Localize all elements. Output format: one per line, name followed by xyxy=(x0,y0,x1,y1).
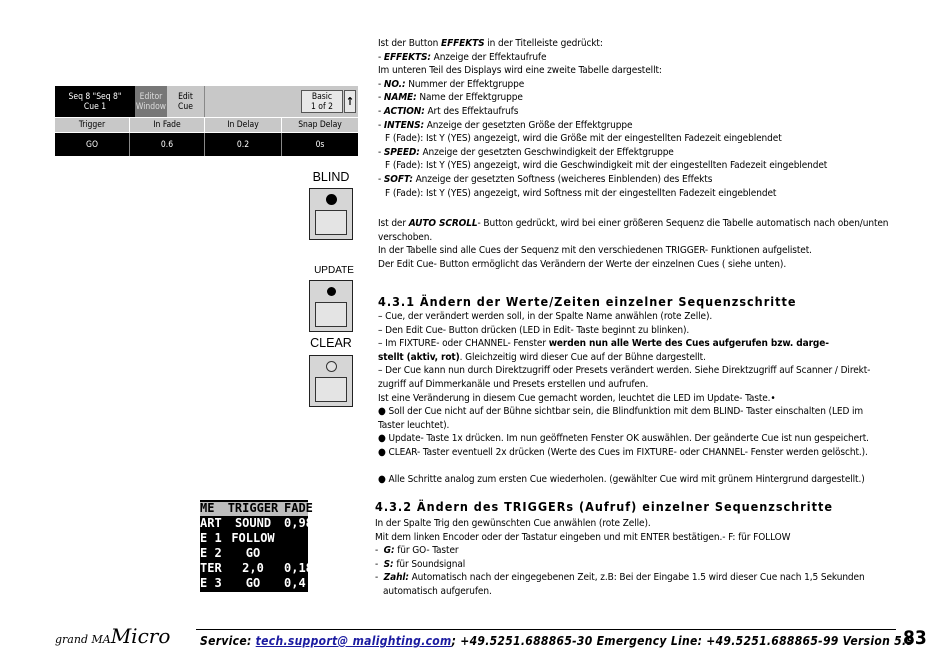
row-fade xyxy=(284,532,308,546)
s431-line xyxy=(378,337,870,351)
autoscroll-line: Der Edit Cue- Button ermöglicht das Verändern der Werte der einzelnen Cues ( siehe unten). xyxy=(378,258,787,270)
s431-line: – Cue, der verändert werden soll, in der Spalte Name anwählen (rote Zelle). xyxy=(378,311,713,322)
dash: - xyxy=(375,572,379,584)
empty-title-area xyxy=(205,86,281,117)
row-name: ART xyxy=(200,516,222,530)
effekts-line: F (Fade): Ist Y (YES) angezeigt, wird Softness mit der eingestellten Fadezeit eingeblendet xyxy=(385,187,777,199)
term: S: xyxy=(383,558,394,570)
row-fade: 0,4 xyxy=(284,576,306,590)
editor-window-button[interactable]: Editor Window xyxy=(135,86,167,117)
sequence-table xyxy=(200,500,313,592)
table-row[interactable] xyxy=(200,547,308,561)
autoscroll-line: In der Tabelle sind alle Cues der Sequenz mit den verschiedenen TRIGGER- Funktionen aufgelistet. xyxy=(378,245,812,257)
header-in-delay: In Delay xyxy=(205,118,282,132)
spacer xyxy=(378,460,870,473)
section-431-body xyxy=(378,310,870,486)
row-fade: 0,98 xyxy=(284,516,313,530)
clear-key[interactable] xyxy=(309,355,353,407)
basic-page-button[interactable]: Basic 1 of 2 xyxy=(301,90,343,113)
term: SOFT: xyxy=(383,173,413,185)
row-fade: 0,18 xyxy=(284,561,313,575)
autoscroll-line: verschoben. xyxy=(378,231,433,243)
effekts-line: F (Fade): Ist Y (YES) angezeigt, wird die Größe mit der eingestellten Fadezeit eingeblendet xyxy=(385,133,782,145)
term: G: xyxy=(383,545,395,557)
table-row[interactable] xyxy=(200,561,313,576)
page-selector-area xyxy=(281,86,358,117)
term: NAME: xyxy=(383,92,417,104)
term: SPEED: xyxy=(383,146,420,158)
s431-line xyxy=(378,351,870,365)
bullet-icon: ● xyxy=(378,473,386,485)
emphasis: stellt (aktiv, rot) xyxy=(378,351,460,363)
effekts-line: F (Fade): Ist Y (YES) angezeigt, wird die Geschwindigkeit mit der eingestellten Fadezeit eingeblendet xyxy=(385,160,828,172)
table-row[interactable] xyxy=(200,577,308,591)
blind-key-label: BLIND xyxy=(312,170,350,184)
clear-key-label: CLEAR xyxy=(310,336,352,350)
row-name: E 3 xyxy=(200,576,222,590)
s431-line: Ist eine Veränderung in diesem Cue gemacht worden, leuchtet die LED im Update- Taste.• xyxy=(378,392,776,404)
term: Zahl: xyxy=(383,572,409,584)
footer-service xyxy=(200,634,914,648)
footer-contact-text: ; +49.5251.688865-30 Emergency Line: +49.5251.688865-99 Version 5.9 xyxy=(451,634,915,648)
section-432-body xyxy=(375,517,865,599)
header-trigger: Trigger xyxy=(55,118,130,132)
row-trigger[interactable]: SOUND xyxy=(234,516,272,530)
bullet-icon: ● xyxy=(378,406,386,418)
s432-line: In der Spalte Trig den gewünschten Cue anwählen (rote Zelle). xyxy=(375,518,651,529)
table-row[interactable] xyxy=(200,532,308,546)
s431-line xyxy=(378,432,870,446)
text: in der Titelleiste gedrückt: xyxy=(484,38,603,49)
effekts-line: - SOFT: Anzeige der gesetzten Softness (weicheres Einblenden) des Effekts xyxy=(378,173,713,185)
logo-big-text: Micro xyxy=(110,624,171,648)
row-trigger[interactable]: GO xyxy=(245,546,261,560)
header-in-fade: In Fade xyxy=(130,118,205,132)
header-fade: FADE xyxy=(284,501,313,515)
page-number: 83 xyxy=(903,627,927,649)
effekts-line: - ACTION: Art des Effektaufrufs xyxy=(378,105,519,117)
row-fade xyxy=(284,547,308,561)
s431-line xyxy=(378,446,870,460)
dash: - xyxy=(375,545,379,557)
s432-line: Mit dem linken Encoder oder der Tastatur eingeben und mit ENTER bestätigen.- F: für FOLLOW xyxy=(375,531,791,543)
term: ACTION: xyxy=(383,105,425,117)
autoscroll-line xyxy=(378,217,888,231)
term: INTENS: xyxy=(383,119,424,131)
row-name: E 2 xyxy=(200,546,222,560)
row-name: TER xyxy=(200,561,222,575)
text: Nummer der Effektgruppe xyxy=(405,78,525,90)
sequence-title-cell: Seq 8 "Seq 8" Cue 1 xyxy=(55,86,135,117)
footer-divider xyxy=(196,629,896,630)
s432-line: automatisch aufgerufen. xyxy=(383,585,492,597)
effekts-line xyxy=(378,37,827,51)
value-trigger[interactable]: GO xyxy=(55,133,130,156)
section-432-heading: 4.3.2 Ändern des TRIGGERs (Aufruf) einzelner Sequenzschritte xyxy=(375,499,833,514)
s431-line xyxy=(378,405,870,419)
effekts-line: - NAME: Name der Effektgruppe xyxy=(378,92,523,104)
bullet-icon: ● xyxy=(378,446,386,458)
update-key-face xyxy=(315,302,347,327)
update-key-label: UPDATE xyxy=(314,265,354,276)
section-431-heading: 4.3.1 Ändern der Werte/Zeiten einzelner Sequenzschritte xyxy=(378,294,797,309)
text: – Im FIXTURE- oder CHANNEL- Fenster xyxy=(378,338,549,350)
text: Automatisch nach der eingegebenen Zeit, z.B: Bei der Eingabe 1.5 wird dieser Cue nach 1,5 Sekunden xyxy=(408,572,865,584)
value-snap-delay[interactable]: 0s xyxy=(282,133,358,156)
logo-small-text: grand MA xyxy=(55,633,111,646)
row-trigger[interactable]: 2,0 xyxy=(242,561,264,575)
text: Ist der xyxy=(378,218,409,229)
effekts-line: - INTENS: Anzeige der gesetzten Größe der Effektgruppe xyxy=(378,119,633,131)
console-screen-panel xyxy=(55,86,358,156)
blind-key[interactable] xyxy=(309,188,353,240)
clear-key-face xyxy=(315,377,347,402)
term: NO.: xyxy=(383,78,406,90)
update-key[interactable] xyxy=(309,280,353,332)
scroll-up-icon[interactable]: ↑ xyxy=(344,90,356,113)
header-snap-delay: Snap Delay xyxy=(282,118,358,132)
dash: - xyxy=(375,558,379,570)
term: AUTO SCROLL xyxy=(408,218,478,229)
text: Alle Schritte analog zum ersten Cue wiederholen. (gewählter Cue wird mit grünem Hintergrund dargestellt.) xyxy=(385,473,865,485)
term: EFFEKTS: xyxy=(383,51,431,63)
autoscroll-block xyxy=(378,217,888,271)
text: - Button gedrückt, wird bei einer größeren Sequenz die Tabelle automatisch nach oben/unten xyxy=(477,218,889,229)
effekts-line: - SPEED: Anzeige der gesetzten Geschwindigkeit der Effektgruppe xyxy=(378,146,674,158)
edit-cue-button[interactable]: Edit Cue xyxy=(167,86,205,117)
emphasis: werden nun alle Werte des Cues aufgerufen bzw. darge- xyxy=(548,338,829,350)
s431-line xyxy=(378,473,870,487)
text: Anzeige der gesetzten Softness (weicheres Einblenden) des Effekts xyxy=(412,173,713,185)
table-row[interactable] xyxy=(200,516,313,531)
s431-line: Taster leuchtet). xyxy=(378,419,450,431)
bullet-icon: ● xyxy=(378,433,386,445)
text: für GO- Taster xyxy=(394,545,459,557)
effekts-line: Im unteren Teil des Displays wird eine zweite Tabelle dargestellt: xyxy=(378,65,662,77)
s432-line xyxy=(375,544,865,558)
text: Name der Effektgruppe xyxy=(416,92,523,104)
header-name: ME xyxy=(200,501,215,515)
s431-line: – Den Edit Cue- Button drücken (LED in Edit- Taste beginnt zu blinken). xyxy=(378,324,690,336)
s432-line xyxy=(375,558,865,572)
blind-led-icon xyxy=(326,194,337,205)
s431-line: – Der Cue kann nun durch Direktzugriff oder Presets verändert werden. Siehe Direktzugriff auf Scanner / Direkt- xyxy=(378,365,871,377)
effekts-line: - EFFEKTS: Anzeige der Effektaufrufe xyxy=(378,51,547,63)
text: . Gleichzeitig wird dieser Cue auf der Bühne dargestellt. xyxy=(459,351,706,363)
value-in-fade[interactable]: 0.6 xyxy=(130,133,205,156)
text: Ist der Button xyxy=(378,38,442,49)
value-in-delay[interactable]: 0.2 xyxy=(205,133,282,156)
grandma-micro-logo xyxy=(55,624,170,648)
effekts-block xyxy=(378,37,827,200)
row-trigger[interactable]: FOLLOW xyxy=(231,531,275,545)
text: Soll der Cue nicht auf der Bühne sichtbar sein, die Blindfunktion mit dem BLIND- Taster einschalten (LED im xyxy=(385,406,864,418)
text: CLEAR- Taster eventuell 2x drücken (Werte des Cues im FIXTURE- oder CHANNEL- Fenster werden gelöscht.). xyxy=(385,446,868,458)
service-label: Service: xyxy=(200,634,256,648)
text: Art des Effektaufrufs xyxy=(424,105,519,117)
s431-line: zugriff auf Dimmerkanäle und Presets erstellen und aufrufen. xyxy=(378,378,649,390)
row-trigger[interactable]: GO xyxy=(245,576,261,590)
text: Anzeige der gesetzten Geschwindigkeit der Effektgruppe xyxy=(419,146,674,158)
blind-key-face xyxy=(315,210,347,235)
text: Anzeige der Effektaufrufe xyxy=(430,51,547,63)
support-email-link[interactable]: tech.support@ malighting.com xyxy=(255,634,452,648)
seq-table-header xyxy=(200,501,313,516)
text: Update- Taste 1x drücken. Im nun geöffneten Fenster OK auswählen. Der geänderte Cue ist nun gespeichert. xyxy=(385,433,869,445)
clear-led-icon xyxy=(326,361,337,372)
update-led-icon xyxy=(327,287,336,296)
effekts-term: EFFEKTS xyxy=(441,38,485,49)
header-trigger: TRIGGER xyxy=(224,502,282,516)
effekts-line: - NO.: Nummer der Effektgruppe xyxy=(378,78,525,90)
text: für Soundsignal xyxy=(393,558,466,570)
text: Anzeige der gesetzten Größe der Effektgruppe xyxy=(423,119,633,131)
s432-line xyxy=(375,571,865,585)
row-name: E 1 xyxy=(200,531,222,545)
